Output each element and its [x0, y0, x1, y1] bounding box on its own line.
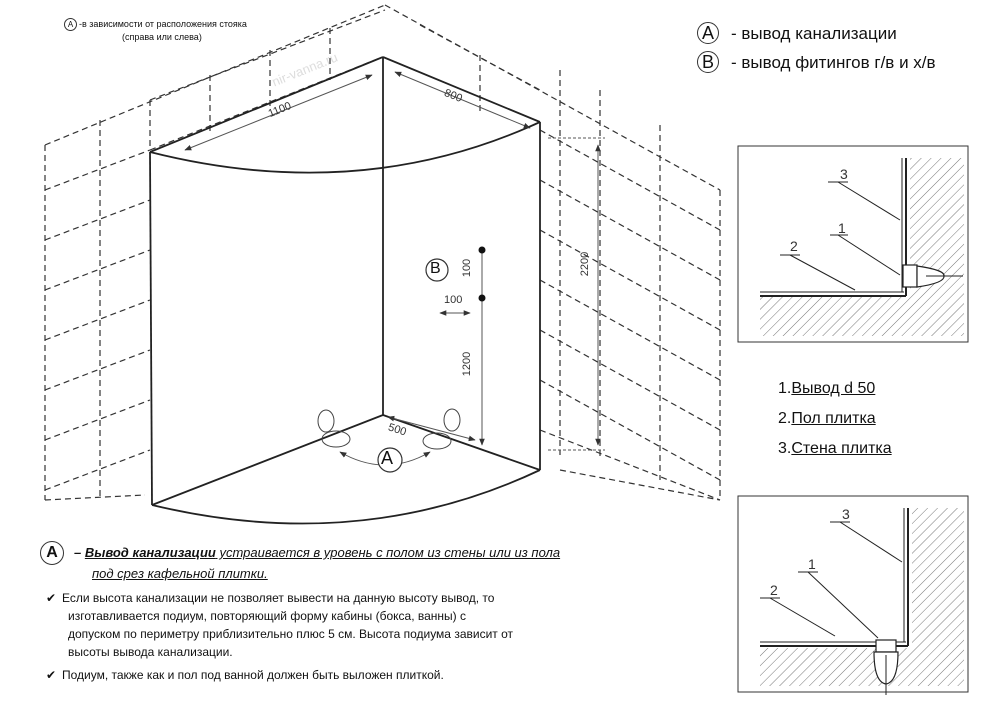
- list-item-num: 1.: [778, 380, 792, 397]
- bullet-line: изготавливается подиум, повторяющий форму кабины (бокса, ванны) с: [68, 609, 466, 623]
- riser-note-marker: A: [64, 18, 77, 31]
- marker-circles: [378, 259, 448, 472]
- dim-b-height: 1200: [461, 351, 474, 377]
- list-item-num: 2.: [778, 410, 792, 427]
- dim-height: 2200: [579, 251, 592, 277]
- detail-top: [738, 146, 968, 342]
- legend-text-b: - вывод фитингов г/в и х/в: [731, 53, 936, 72]
- check-icon: ✔: [46, 591, 57, 605]
- list-item: [778, 440, 892, 458]
- riser-note: [64, 18, 247, 44]
- drain-note-marker: A: [40, 541, 64, 565]
- bullet-line: высоты вывода канализации.: [68, 645, 233, 659]
- drain-note-line2: под срез кафельной плитки.: [92, 566, 268, 581]
- bullet-line: допуском по периметру приблизительно плюс 5 см. Высота подиума зависит от: [68, 627, 514, 641]
- list-item-text: Вывод d 50: [791, 380, 876, 397]
- list-item-num: 3.: [778, 440, 792, 457]
- bullet-line: Подиум, также как и пол под ванной должен быть выложен плиткой.: [62, 668, 444, 682]
- drain-note: [40, 541, 560, 583]
- bullet-podium: [46, 589, 513, 661]
- check-icon: ✔: [46, 668, 57, 682]
- detail-bottom-label-3: 3: [842, 506, 850, 522]
- dim-drain-offset: 500: [386, 421, 408, 439]
- drain-note-lead: –: [74, 545, 85, 560]
- watermark: nir-vanna.ru: [269, 49, 340, 90]
- bullet-line: Если высота канализации не позволяет вывести на данную высоту вывод, то: [62, 591, 495, 605]
- dim-depth: 800: [442, 86, 464, 106]
- detail-top-label-1: 1: [838, 220, 846, 236]
- detail-bottom-label-2: 2: [770, 582, 778, 598]
- list-item-text: Пол плитка: [791, 410, 876, 427]
- bullet-tiling: [46, 666, 444, 684]
- legend-marker-b: B: [697, 51, 719, 73]
- dim-b-offset: 100: [444, 294, 463, 306]
- dim-b-spacing: 100: [461, 258, 474, 278]
- legend-text-a: - вывод канализации: [731, 24, 897, 43]
- left-wall-tiles: [45, 5, 385, 500]
- detail-bottom-label-1: 1: [808, 556, 816, 572]
- drain-note-bold: Вывод канализации: [84, 545, 216, 560]
- legend-item-b: [697, 51, 936, 73]
- riser-note-line1: -в зависимости от расположения стояка: [79, 19, 247, 29]
- list-item: [778, 380, 875, 398]
- drain-note-rest: устраивается в уровень с полом из стены или из пола: [215, 545, 561, 560]
- detail-top-label-3: 3: [840, 166, 848, 182]
- riser-note-line2: (справа или слева): [122, 32, 202, 42]
- dim-width: 1100: [266, 100, 294, 120]
- list-item-text: Стена плитка: [791, 440, 892, 457]
- detail-top-label-2: 2: [790, 238, 798, 254]
- legend-marker-a: A: [697, 22, 719, 44]
- list-item: [778, 410, 876, 428]
- marker-b: B: [430, 260, 441, 277]
- marker-a: A: [381, 448, 394, 468]
- legend-item-a: [697, 22, 897, 44]
